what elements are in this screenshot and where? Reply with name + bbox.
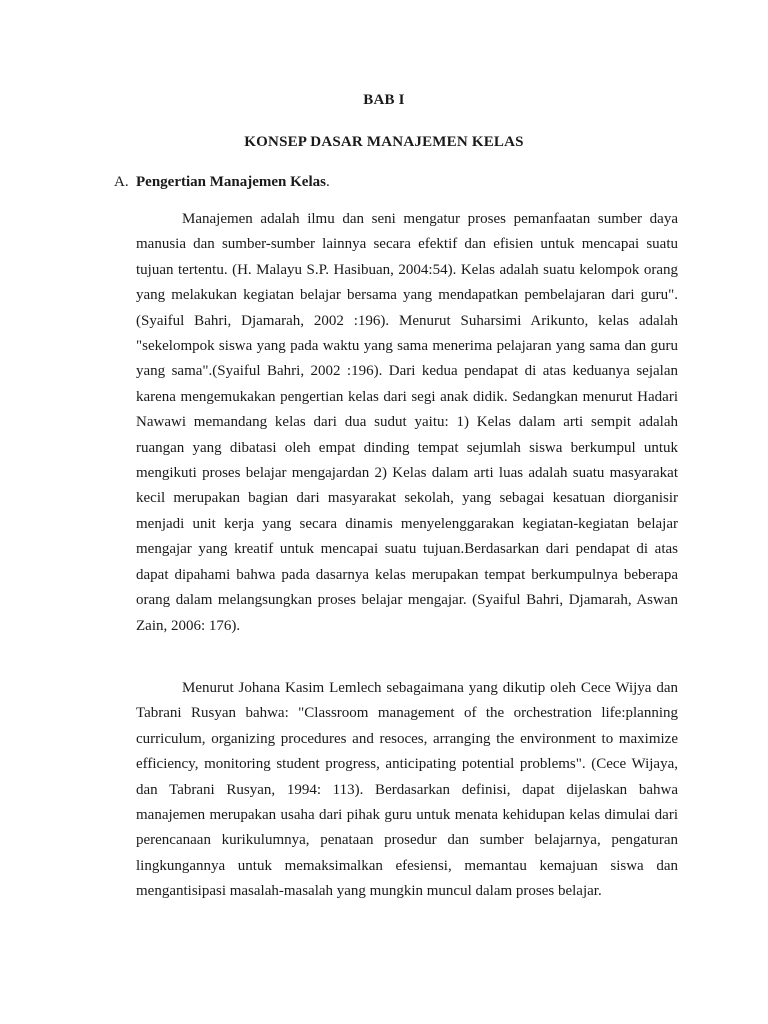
chapter-title: KONSEP DASAR MANAJEMEN KELAS xyxy=(244,134,524,150)
section-letter: A. xyxy=(114,174,129,190)
body-paragraph-1: Manajemen adalah ilmu dan seni mengatur proses pemanfaatan sumber daya manusia dan sumber-sumber lainnya secara efektif dan efisien untuk mencapai suatu tujuan tertentu. (H. Malayu S.P. Hasibuan, 2004:54). Kelas adalah suatu kelompok orang yang melakukan kegiatan belajar bersama yang mendapatkan pembelajaran dari guru". (Syaiful Bahri, Djamarah, 2002 :196). Menurut Suharsimi Arikunto, kelas adalah "sekelompok siswa yang pada waktu yang sama menerima pelajaran yang sama dan guru yang sama".(Syaiful Bahri, 2002 :196). Dari kedua pendapat di atas keduanya sejalan karena mengemukakan pengertian kelas dari segi anak didik. Sedangkan menurut Hadari Nawawi memandang kelas dari dua sudut yaitu: 1) Kelas dalam arti sempit adalah ruangan yang dibatasi oleh empat dinding tempat sejumlah siswa berkumpul untuk mengikuti proses belajar mengajardan 2) Kelas dalam arti luas adalah suatu masyarakat kecil merupakan bagian dari masyarakat sekolah, yang sebagai kesatuan diorganisir menjadi unit kerja yang secara dinamis menyelenggarakan kegiatan-kegiatan belajar mengajar yang kreatif untuk mencapai suatu tujuan.Berdasarkan dari pendapat di atas dapat dipahami bahwa pada dasarnya kelas merupakan tempat berkumpulnya beberapa orang dalam melangsungkan proses belajar mengajar. (Syaiful Bahri, Djamarah, Aswan Zain, 2006: 176). xyxy=(136,211,678,634)
section-heading xyxy=(114,174,330,191)
body-paragraph-2: Menurut Johana Kasim Lemlech sebagaimana yang dikutip oleh Cece Wijya dan Tabrani Rusyan bahwa: "Classroom management of the orchestration life:planning curriculum, organizing procedures and resoces, arranging the environment to maximize efficiency, monitoring student progress, anticipating potential problems". (Cece Wijaya, dan Tabrani Rusyan, 1994: 113). Berdasarkan definisi, dapat dijelaskan bahwa manajemen merupakan usaha dari pihak guru untuk menata kehidupan kelas dimulai dari perencanaan kurikulumnya, penataan prosedur dan sumber belajarnya, pengaturan lingkungannya untuk memaksimalkan efesiensi, memantau kemajuan siswa dan mengantisipasi masalah-masalah yang mungkin muncul dalam proses belajar. xyxy=(136,680,678,900)
section-heading-text: Pengertian Manajemen Kelas xyxy=(136,174,326,190)
chapter-heading: BAB I xyxy=(363,92,405,108)
section-heading-period: . xyxy=(325,174,330,190)
